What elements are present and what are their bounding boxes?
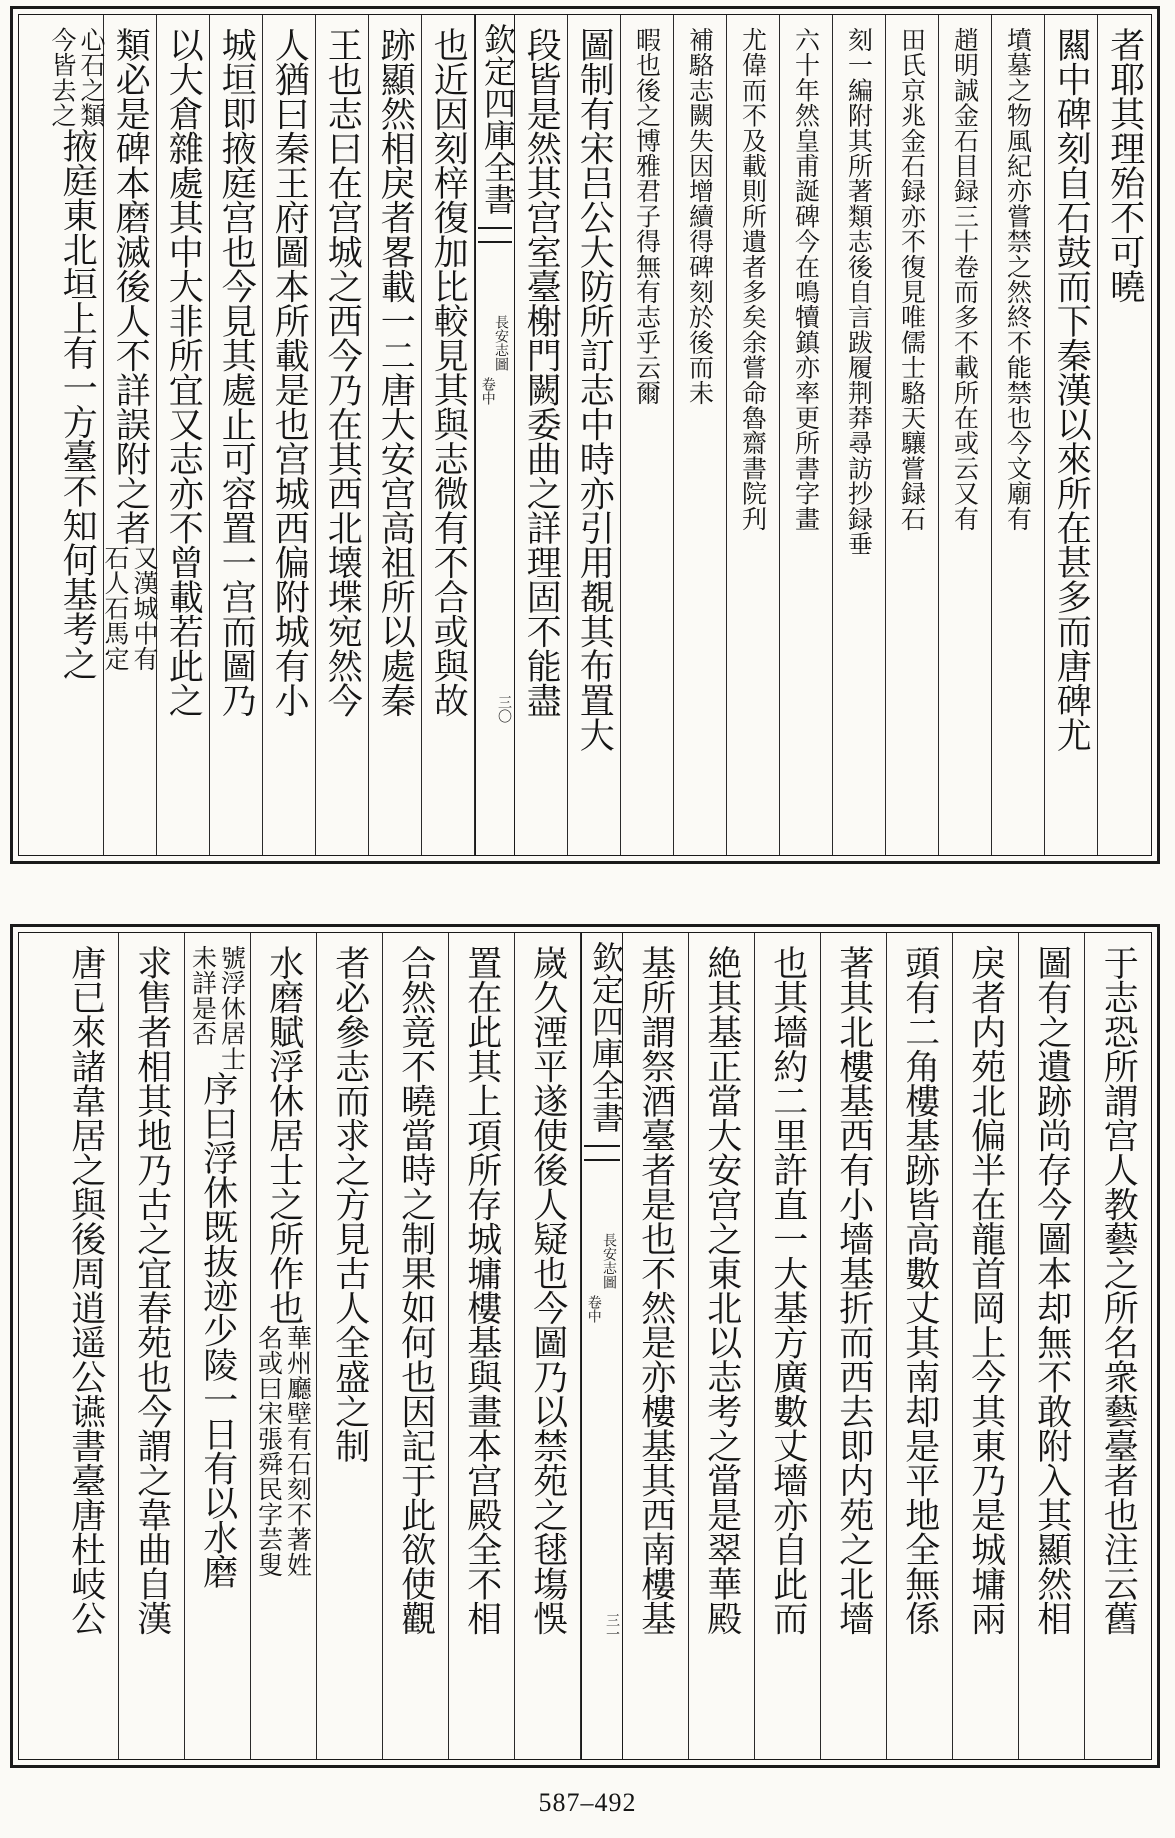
note-line: 今皆去之 <box>48 27 77 128</box>
note-line: 華州廳壁有石刻不著姓 <box>283 1324 313 1577</box>
mixed-column <box>49 15 105 855</box>
main-text: 也其墻約二里許直一大基方廣數丈墻亦自此而 <box>767 945 808 1635</box>
top-page <box>10 6 1160 864</box>
fishtail-mark <box>478 227 512 243</box>
volume-label: 卷中 <box>479 377 496 405</box>
annotation-text: 暇也後之博雅君子得無有志乎云爾 <box>632 27 662 405</box>
main-text: 嵗久湮平遂使後人疑也今圖乃以禁苑之毬塲悞 <box>527 945 568 1635</box>
text-column <box>119 933 185 1759</box>
note-line: 名或曰宋張舜民字芸叟 <box>254 1324 284 1577</box>
text-column <box>185 933 251 1759</box>
page-id-footer: 587–492 <box>538 1788 637 1817</box>
text-column <box>369 15 422 855</box>
main-text: 者必參志而求之方見古人全盛之制 <box>329 945 370 1463</box>
main-text: 水磨賦浮休居士之所作也 <box>263 945 304 1325</box>
text-column <box>157 15 210 855</box>
text-column <box>210 15 263 855</box>
main-text: 城垣即掖庭宫也今見其處止可容置一宫而圖乃 <box>216 27 257 717</box>
book-subtitle: 長安志圖 <box>601 1233 617 1289</box>
top-page-frame <box>18 14 1152 856</box>
text-column <box>317 933 383 1759</box>
text-column <box>568 15 621 855</box>
folio-number: 三一 <box>604 1613 620 1641</box>
folio-number: 三〇 <box>496 695 512 723</box>
main-text: 唐已來諸韋居之與後周逍遥公䜩書臺唐杜岐公 <box>65 945 106 1635</box>
annotation-text: 墳墓之物風紀亦嘗禁之然終不能禁也今文廟有 <box>1003 27 1033 531</box>
text-column <box>101 15 159 855</box>
text-column <box>1045 15 1098 855</box>
note-line: 石人石馬定 <box>101 544 130 671</box>
main-text: 圖制有宋吕公大防所訂志中時亦引用覩其布置大 <box>574 27 615 752</box>
main-text: 人猶曰秦王府圖本所載是也宫城西偏附城有小 <box>269 27 310 717</box>
main-text: 基所謂祭酒臺者是也不然是亦樓基其西南樓基 <box>635 945 676 1635</box>
book-series-title: 欽定四庫全書 <box>479 23 517 215</box>
volume-label: 卷中 <box>585 1295 602 1323</box>
text-column <box>1098 15 1151 855</box>
text-column <box>780 15 833 855</box>
text-column <box>992 15 1045 855</box>
text-column <box>263 15 316 855</box>
note-line: 又漢城中有 <box>130 544 159 671</box>
main-text: 合然竟不曉當時之制果如何也因記于此欲使觀 <box>395 945 436 1635</box>
main-text: 著其北樓基西有小墻基折而西去即内苑之北墻 <box>833 945 874 1635</box>
text-column <box>422 15 475 855</box>
note-line: 心石之類 <box>77 27 106 128</box>
text-column <box>887 933 953 1759</box>
text-column <box>939 15 992 855</box>
main-text: 以大倉雜處其中大非所宜又志亦不曾載若此之 <box>163 27 204 717</box>
main-text: 絶其基正當大安宫之東北以志考之當是翠華殿 <box>701 945 742 1635</box>
main-text: 闗中碑刻自石鼓而下秦漢以來所在甚多而唐碑尤 <box>1051 27 1092 752</box>
text-column <box>833 15 886 855</box>
text-column <box>515 933 581 1759</box>
annotation-text: 趙明誠金石目録三十卷而多不載所在或云又有 <box>950 27 980 531</box>
main-text: 段皆是然其宫室臺榭門闕委曲之詳理固不能盡 <box>521 27 562 717</box>
main-text: 跡顯然相戾者畧載一二唐大安宫高祖所以處秦 <box>375 27 416 717</box>
text-column <box>53 933 119 1759</box>
annotation-text: 補駱志闕失因增續得碑刻於後而未 <box>685 27 715 405</box>
text-column <box>515 15 568 855</box>
interlinear-note <box>49 27 105 128</box>
fishtail-mark <box>584 1145 620 1161</box>
text-column <box>1085 933 1151 1759</box>
interlinear-note <box>102 545 158 671</box>
center-spine <box>581 933 623 1759</box>
text-column <box>886 15 939 855</box>
annotation-text: 刻一編附其所著類志後自言跋履荆莽尋訪抄録垂 <box>844 27 874 557</box>
main-text: 者耶其理殆不可曉 <box>1104 27 1145 303</box>
text-column <box>48 15 106 855</box>
note-line: 未詳是否 <box>188 945 218 1046</box>
annotation-text: 六十年然皇甫誕碑今在鳴犢鎮亦率更所書字畫 <box>791 27 821 531</box>
main-text: 求售者相其地乃古之宜春苑也今謂之韋曲自漢 <box>131 945 172 1635</box>
mixed-column <box>256 933 312 1759</box>
text-column <box>755 933 821 1759</box>
text-column <box>621 15 674 855</box>
text-column <box>953 933 1019 1759</box>
mixed-column <box>102 15 158 855</box>
main-text: 置在此其上項所存城墉樓基與畫本宫殿全不相 <box>461 945 502 1635</box>
main-text: 頭有二角樓基跡皆高數丈其南却是平地全無係 <box>899 945 940 1635</box>
center-spine <box>475 15 515 855</box>
main-text: 戾者内苑北偏半在龍首岡上今其東乃是城墉兩 <box>965 945 1006 1635</box>
text-column <box>623 933 689 1759</box>
main-text: 掖庭東北垣上有一方臺不知何基考之 <box>57 127 98 680</box>
interlinear-note <box>256 1325 312 1577</box>
book-subtitle: 長安志圖 <box>493 315 509 371</box>
main-text: 序曰浮休既抜迹少陵一日有以水磨 <box>197 1071 238 1589</box>
main-text: 王也志曰在宫城之西今乃在其西北壊堞宛然今 <box>322 27 363 717</box>
annotation-text: 尤偉而不及載則所遺者多矣余嘗命魯齋書院刋 <box>738 27 768 531</box>
mixed-column <box>190 933 246 1759</box>
bottom-page-frame <box>18 932 1152 1760</box>
text-column <box>821 933 887 1759</box>
interlinear-note <box>190 945 246 1071</box>
text-column <box>727 15 780 855</box>
text-column <box>1019 933 1085 1759</box>
text-column <box>383 933 449 1759</box>
main-text: 圖有之遺跡尚存今圖本却無不敢附入其顯然相 <box>1031 945 1072 1635</box>
text-column <box>674 15 727 855</box>
main-text: 也近因刻梓復加比較見其與志微有不合或與故 <box>428 27 469 717</box>
main-text: 于志恐所謂宫人教藝之所名衆藝臺者也注云舊 <box>1098 945 1139 1635</box>
text-column <box>449 933 515 1759</box>
text-column <box>689 933 755 1759</box>
book-series-title: 欽定四庫全書 <box>587 941 625 1133</box>
annotation-text: 田氏京兆金石録亦不復見唯儒士駱天驤嘗録石 <box>897 27 927 531</box>
note-line: 號浮休居士 <box>217 945 247 1071</box>
main-text: 類必是碑本磨滅後人不詳誤附之者 <box>110 27 151 545</box>
text-column <box>251 933 317 1759</box>
text-column <box>316 15 369 855</box>
bottom-page <box>10 924 1160 1768</box>
